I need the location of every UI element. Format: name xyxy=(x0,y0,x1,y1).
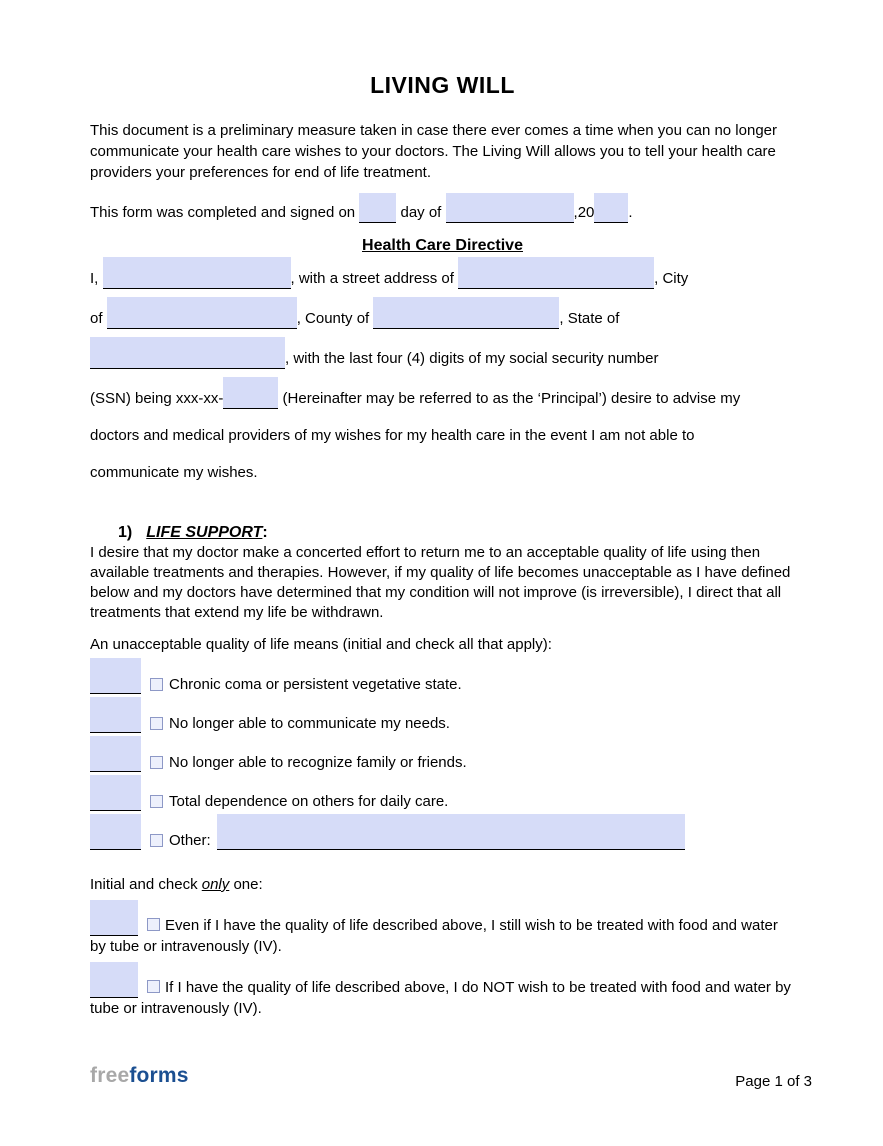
directive-text: , City xyxy=(654,270,689,287)
life-support-body: I desire that my doctor make a concerted effort to return me to an acceptable quality of life using then available treatments and therapies. However, if my quality of life becomes unacceptable as I have defined below and my doctors have determined that my condition will not improve (is irreversible), I direct that all treatments that extend my life be withdrawn. xyxy=(90,544,791,621)
checkbox-icon[interactable] xyxy=(147,980,160,993)
health-care-directive-heading: Health Care Directive xyxy=(362,237,523,254)
ssn-last4-field[interactable] xyxy=(223,377,278,409)
state-field[interactable] xyxy=(90,337,285,369)
initials-field[interactable] xyxy=(90,814,141,850)
directive-text: , with the last four (4) digits of my social security number xyxy=(285,350,659,367)
exclusive-option-feed xyxy=(90,900,795,957)
intro-paragraph: This document is a preliminary measure taken in case there ever comes a time when you can no longer communicate your health care wishes to your doctors. The Living Will allows you to tell your health care providers your preferences for end of life treatment. xyxy=(90,122,778,181)
section-number: 1) xyxy=(118,524,133,541)
directive-text: , State of xyxy=(559,310,620,327)
directive-text: (Hereinafter may be referred to as the ‘Principal’) desire to advise my xyxy=(282,390,741,407)
option-row-recognize xyxy=(90,736,795,772)
initials-field[interactable] xyxy=(90,697,141,733)
option-label: Total dependence on others for daily care. xyxy=(169,793,449,810)
prompt-text: Initial and check xyxy=(90,876,198,893)
section-title: LIFE SUPPORT xyxy=(146,524,263,541)
exclusive-option-no-feed xyxy=(90,962,795,1019)
freeforms-logo xyxy=(90,1064,189,1088)
county-field[interactable] xyxy=(373,297,559,329)
page-number: Page 1 of 3 xyxy=(735,1073,812,1090)
checkbox-icon[interactable] xyxy=(150,834,163,847)
initial-only-one-prompt xyxy=(90,875,795,895)
section-colon: : xyxy=(262,524,268,541)
initials-field[interactable] xyxy=(90,775,141,811)
option-label: Other: xyxy=(169,832,211,849)
option-label: No longer able to recognize family or friends. xyxy=(169,754,467,771)
month-field[interactable] xyxy=(446,193,574,223)
option-label: Chronic coma or persistent vegetative state. xyxy=(169,676,462,693)
checkbox-icon[interactable] xyxy=(150,795,163,808)
directive-text: doctors and medical providers of my wishes for my health care in the event I am not able to xyxy=(90,427,695,444)
checkbox-icon[interactable] xyxy=(150,717,163,730)
prompt-text: one: xyxy=(233,876,263,893)
logo-free: free xyxy=(90,1064,130,1087)
directive-text: of xyxy=(90,310,103,327)
signed-line-text: This form was completed and signed on xyxy=(90,204,356,221)
life-support-heading xyxy=(90,524,795,542)
directive-text: , County of xyxy=(296,310,370,327)
option-row-coma xyxy=(90,658,795,694)
other-field[interactable] xyxy=(217,814,685,850)
checkbox-icon[interactable] xyxy=(147,918,160,931)
checkbox-icon[interactable] xyxy=(150,756,163,769)
initials-field[interactable] xyxy=(90,736,141,772)
option-row-dependence xyxy=(90,775,795,811)
principal-name-field[interactable] xyxy=(103,257,291,289)
signed-line-text: day of xyxy=(400,204,442,221)
initials-field[interactable] xyxy=(90,900,138,936)
directive-text: communicate my wishes. xyxy=(90,464,258,481)
option-label: No longer able to communicate my needs. xyxy=(169,715,450,732)
option-label: If I have the quality of life described above, I do NOT wish to be treated with food and water by tube or intravenously (IV). xyxy=(90,979,791,1017)
option-row-other xyxy=(90,814,795,850)
option-row-communicate xyxy=(90,697,795,733)
document-title: LIVING WILL xyxy=(370,72,515,98)
logo-forms: forms xyxy=(129,1064,189,1087)
directive-text: (SSN) being xxx-xx- xyxy=(90,390,224,407)
checkbox-icon[interactable] xyxy=(150,678,163,691)
city-field[interactable] xyxy=(107,297,297,329)
signed-date-line xyxy=(90,193,795,223)
day-field[interactable] xyxy=(359,193,396,223)
quality-of-life-prompt: An unacceptable quality of life means (initial and check all that apply): xyxy=(90,636,552,653)
street-address-field[interactable] xyxy=(458,257,654,289)
signed-line-text: ,20 xyxy=(573,204,595,221)
initials-field[interactable] xyxy=(90,962,138,998)
directive-paragraph xyxy=(90,257,795,491)
signed-line-text: . xyxy=(628,204,633,221)
directive-text: I, xyxy=(90,270,99,287)
year-field[interactable] xyxy=(594,193,628,223)
initials-field[interactable] xyxy=(90,658,141,694)
option-label: Even if I have the quality of life described above, I still wish to be treated with food and water by tube or intravenously (IV). xyxy=(90,917,778,955)
directive-text: , with a street address of xyxy=(290,270,454,287)
prompt-only-word: only xyxy=(201,876,230,893)
